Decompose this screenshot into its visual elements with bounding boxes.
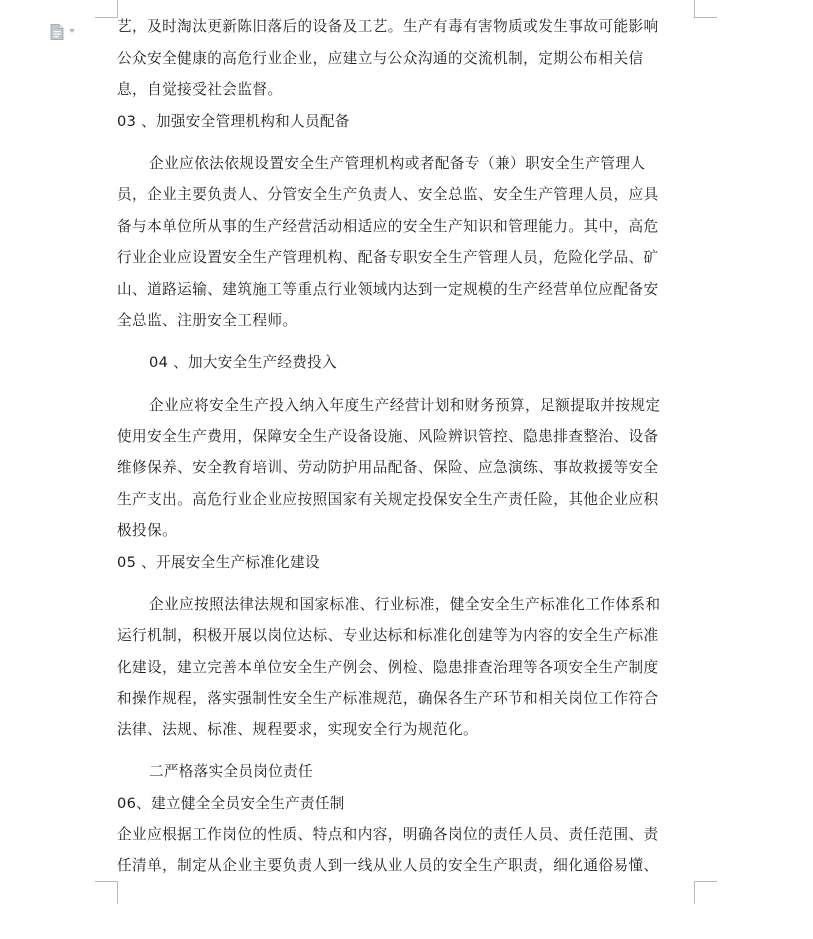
text-line: 使用安全生产费用，保障安全生产设备设施、风险辨识管控、隐患排查整治、设备	[117, 428, 659, 445]
chevron-down-icon	[69, 29, 75, 33]
document-icon	[50, 24, 64, 40]
text-line: 生产支出。高危行业企业应按照国家有关规定投保安全生产责任险，其他企业应积	[117, 491, 659, 508]
text-line: 极投保。	[117, 522, 178, 539]
text-line: 员，企业主要负责人、分管安全生产负责人、安全总监、安全生产管理人员，应具	[117, 186, 659, 203]
text-line: 企业应依法依规设置安全生产管理机构或者配备专（兼）职安全生产管理人	[149, 155, 646, 172]
text-line: 任清单，制定从企业主要负责人到一线从业人员的安全生产职责，细化通俗易懂、	[117, 857, 659, 874]
text-line: 公众安全健康的高危行业企业，应建立与公众沟通的交流机制，定期公布相关信	[117, 50, 644, 67]
text-line: 企业应根据工作岗位的性质、特点和内容，明确各岗位的责任人员、责任范围、责	[117, 826, 659, 843]
section-heading: 06、建立健全全员安全生产责任制	[117, 795, 345, 812]
text-line: 全总监、注册安全工程师。	[117, 312, 298, 329]
page-corner-mark-bottom-right	[694, 881, 717, 904]
section-heading: 04 、加大安全生产经费投入	[149, 354, 337, 371]
text-line: 法律、法规、标准、规程要求，实现安全行为规范化。	[117, 721, 479, 738]
text-line: 行业企业应设置安全生产管理机构、配备专职安全生产管理人员，危险化学品、矿	[117, 249, 659, 266]
section-heading: 05 、开展安全生产标准化建设	[117, 554, 320, 571]
page-corner-mark-bottom-left	[95, 881, 118, 904]
text-line: 山、道路运输、建筑施工等重点行业领域内达到一定规模的生产经营单位应配备安	[117, 281, 659, 298]
text-line: 运行机制，积极开展以岗位达标、专业达标和标准化创建等为内容的安全生产标准	[117, 627, 659, 644]
text-line: 企业应将安全生产投入纳入年度生产经营计划和财务预算，足额提取并按规定	[149, 397, 661, 414]
page-corner-mark-top-right	[694, 0, 717, 18]
page-corner-mark-top-left	[95, 0, 118, 18]
text-line: 企业应按照法律法规和国家标准、行业标准，健全安全生产标准化工作体系和	[149, 596, 661, 613]
text-line: 息，自觉接受社会监督。	[117, 81, 283, 98]
text-line: 化建设，建立完善本单位安全生产例会、例检、隐患排查治理等各项安全生产制度	[117, 659, 659, 676]
text-line: 维修保养、安全教育培训、劳动防护用品配备、保险、应急演练、事故救援等安全	[117, 459, 659, 476]
chapter-heading: 二严格落实全员岗位责任	[149, 763, 313, 780]
document-menu-button[interactable]	[50, 24, 80, 40]
text-line: 艺，及时淘汰更新陈旧落后的设备及工艺。生产有毒有害物质或发生事故可能影响	[117, 18, 659, 35]
text-line: 备与本单位所从事的生产经营活动相适应的安全生产知识和管理能力。其中，高危	[117, 218, 659, 235]
text-line: 和操作规程，落实强制性安全生产标准规范，确保各生产环节和相关岗位工作符合	[117, 690, 659, 707]
section-heading: 03 、加强安全管理机构和人员配备	[117, 113, 350, 130]
